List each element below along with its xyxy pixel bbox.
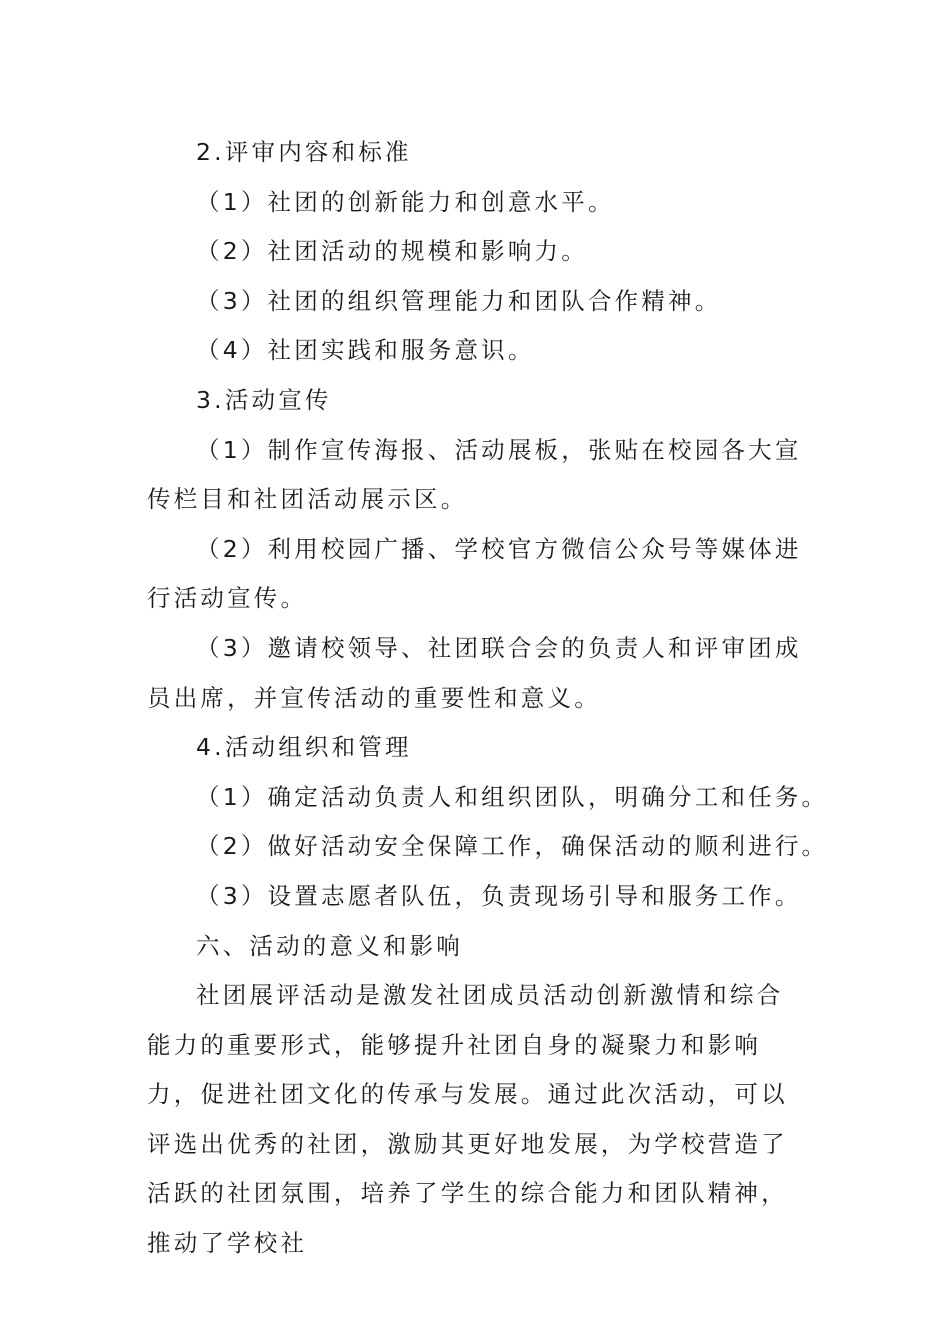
list-item-promotion-3: （3）邀请校领导、社团联合会的负责人和评审团成员出席，并宣传活动的重要性和意义。 bbox=[147, 633, 802, 712]
section-heading-promotion: 3.活动宣传 bbox=[196, 385, 332, 414]
list-item-promotion-1: （1）制作宣传海报、活动展板，张贴在校园各大宣传栏目和社团活动展示区。 bbox=[147, 435, 802, 514]
list-item-promotion-2: （2）利用校园广播、学校官方微信公众号等媒体进行活动宣传。 bbox=[147, 534, 802, 613]
list-item-organization-1: （1）确定活动负责人和组织团队，明确分工和任务。 bbox=[196, 782, 829, 811]
section-heading-organization: 4.活动组织和管理 bbox=[196, 733, 412, 762]
list-item-criteria-1: （1）社团的创新能力和创意水平。 bbox=[196, 187, 615, 216]
list-item-criteria-2: （2）社团活动的规模和影响力。 bbox=[196, 237, 588, 266]
list-item-organization-2: （2）做好活动安全保障工作，确保活动的顺利进行。 bbox=[196, 832, 829, 861]
list-item-criteria-4: （4）社团实践和服务意识。 bbox=[196, 336, 535, 365]
section-heading-significance: 六、活动的意义和影响 bbox=[196, 931, 463, 960]
body-paragraph-significance: 社团展评活动是激发社团成员活动创新激情和综合能力的重要形式，能够提升社团自身的凝聚力和影响力，促进社团文化的传承与发展。通过此次活动，可以评选出优秀的社团，激励其更好地发展，为学校营造了活跃的社团氛围，培养了学生的综合能力和团队精神，推动了学校社 bbox=[147, 981, 788, 1258]
list-item-organization-3: （3）设置志愿者队伍，负责现场引导和服务工作。 bbox=[196, 881, 802, 910]
list-item-criteria-3: （3）社团的组织管理能力和团队合作精神。 bbox=[196, 286, 722, 315]
section-heading-review-criteria: 2.评审内容和标准 bbox=[196, 138, 412, 166]
